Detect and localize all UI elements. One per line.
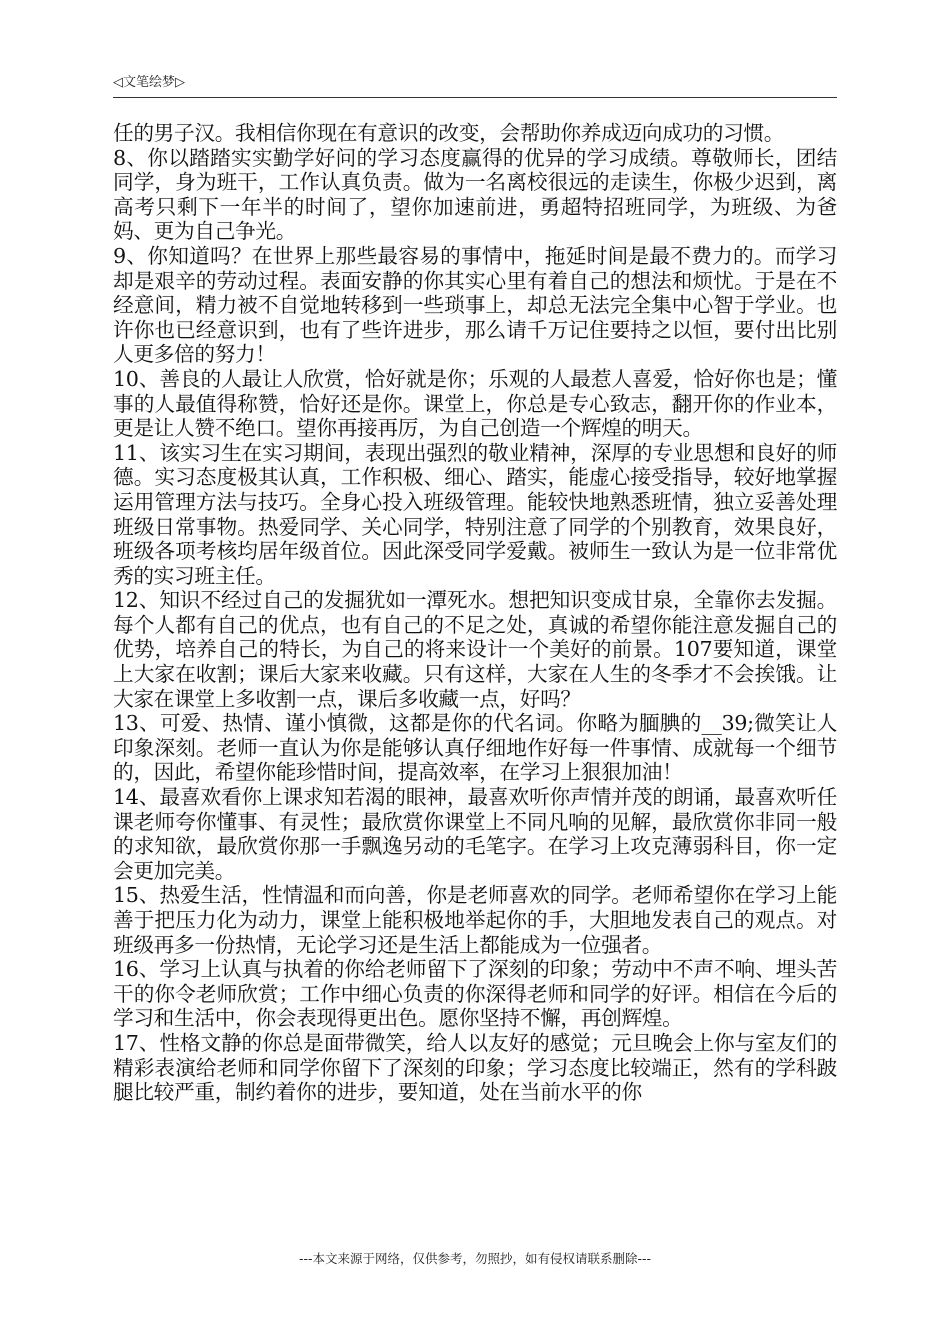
header-divider [113,97,837,98]
paragraph-11: 11、该实习生在实习期间，表现出强烈的敬业精神，深厚的专业思想和良好的师德。实习态度极其认真，工作积极、细心、踏实，能虚心接受指导，较好地掌握运用管理方法与技巧。全身心投入班级管理。能较快地熟悉班情，独立妥善处理班级日常事物。热爱同学、关心同学，特别注意了同学的个别教育，效果良好，班级各项考核均居年级首位。因此深受同学爱戴。被师生一致认为是一位非常优秀的实习班主任。 [113,440,837,588]
paragraph-17: 17、性格文静的你总是面带微笑，给人以友好的感觉；元旦晚会上你与室友们的精彩表演给老师和同学你留下了深刻的印象；学习态度比较端正，然有的学科跛腿比较严重，制约着你的进步，要知道，处在当前水平的你 [113,1030,837,1105]
paragraph-7-continued: 任的男子汉。我相信你现在有意识的改变，会帮助你养成迈向成功的习惯。 [113,121,785,145]
paragraph-8: 8、你以踏踏实实勤学好问的学习态度赢得的优异的学习成绩。尊敬师长，团结同学，身为班干，工作认真负责。做为一名离校很远的走读生，你极少迟到，离高考只剩下一年半的时间了，望你加速前进，勇超特招班同学，为班级、为爸妈、更为自己争光。 [113,145,837,244]
paragraph-9: 9、你知道吗？在世界上那些最容易的事情中，拖延时间是最不费力的。而学习却是艰辛的劳动过程。表面安静的你其实心里有着自己的想法和烦忧。于是在不经意间，精力被不自觉地转移到一些琐事上，却总无法完全集中心智于学业。也许你也已经意识到，也有了些许进步，那么请千万记住要持之以恒，要付出比别人更多倍的努力！ [113,243,837,367]
paragraph-13: 13、可爱、热情、谨小慎微，这都是你的代名词。你略为腼腆的__39;微笑让人印象深刻。老师一直认为你是能够认真仔细地作好每一件事情、成就每一个细节的，因此，希望你能珍惜时间，提高效率，在学习上狠狠加油！ [113,711,837,785]
paragraph-12: 12、知识不经过自己的发掘犹如一潭死水。想把知识变成甘泉，全靠你去发掘。每个人都有自己的优点，也有自己的不足之处，真诚的希望你能注意发掘自己的优势，培养自己的特长，为自己的将来设计一个美好的前景。107要知道，课堂上大家在收割；课后大家来收藏。只有这样，大家在人生的冬季才不会挨饿。让大家在课堂上多收割一点，课后多收藏一点，好吗？ [113,588,837,711]
paragraph-16: 16、学习上认真与执着的你给老师留下了深刻的印象；劳动中不声不响、埋头苦干的你令老师欣赏；工作中细心负责的你深得老师和同学的好评。相信在今后的学习和生活中，你会表现得更出色。愿你坚持不懈，再创辉煌。 [113,957,837,1031]
paragraph-15: 15、热爱生活，性情温和而向善，你是老师喜欢的同学。老师希望你在学习上能善于把压力化为动力，课堂上能积极地举起你的手，大胆地发表自己的观点。对班级再多一份热情，无论学习还是生活上都能成为一位强者。 [113,883,837,957]
source-disclaimer-footer: ---本文来源于网络，仅供参考，勿照抄，如有侵权请联系删除--- [298,1251,652,1266]
paragraph-14: 14、最喜欢看你上课求知若渴的眼神，最喜欢听你声情并茂的朗诵，最喜欢听任课老师夸你懂事、有灵性；最欣赏你课堂上不同凡响的见解，最欣赏你非同一般的求知欲，最欣赏你那一手飘逸另动的毛笔字。在学习上攻克薄弱科目，你一定会更加完美。 [113,785,837,883]
paragraph-10: 10、善良的人最让人欣赏，恰好就是你；乐观的人最惹人喜爱，恰好你也是；懂事的人最值得称赞，恰好还是你。课堂上，你总是专心致志，翻开你的作业本，更是让人赞不绝口。望你再接再厉，为自己创造一个辉煌的明天。 [113,366,837,441]
document-body [113,121,837,1105]
document-header: ◁文笔绘梦▷ [113,75,185,90]
